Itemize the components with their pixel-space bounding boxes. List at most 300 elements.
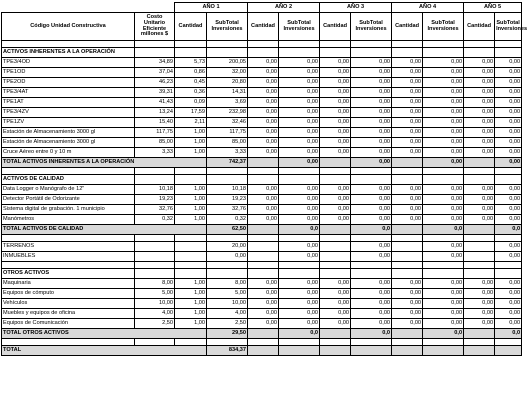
quantity-cell: 0,00 [248,98,279,108]
unit-cost: 3,33 [135,148,175,158]
total-row [2,329,522,339]
empty-cell [464,329,495,339]
subtotal-cell: 0,00 [423,299,464,309]
subtotal-cell: 0,00 [495,185,522,195]
spacer-cell [2,235,135,242]
subtotal-cell: 0,00 [423,242,464,252]
quantity-cell [175,252,207,262]
quantity-cell [392,252,423,262]
subtotal-cell: 0,00 [423,108,464,118]
quantity-cell: 0,00 [392,58,423,68]
table-row [2,88,522,98]
subtotal-cell: 0,00 [351,242,392,252]
row-name: Manómetros [2,215,135,225]
quantity-cell [175,242,207,252]
unit-cost: 10,00 [135,299,175,309]
empty-cell [464,346,495,356]
subtotal-cell: 0,00 [279,108,320,118]
spacer-cell [2,41,135,48]
table-body [2,41,522,356]
subtotal-cell: 8,00 [207,279,248,289]
spacer-cell [248,235,279,242]
quantity-cell: 0,00 [464,309,495,319]
subtotal-cell: 0,00 [351,205,392,215]
total-label: TOTAL OTROS ACTIVOS [2,329,207,339]
quantity-cell: 0,00 [320,68,351,78]
quantity-cell: 0,00 [248,148,279,158]
empty-cell [248,225,279,235]
unit-cost: 13,24 [135,108,175,118]
grand-total-value: 834,37 [207,346,248,356]
empty-cell [392,346,423,356]
quantity-cell [464,242,495,252]
total-year-4: 0,0 [423,225,464,235]
empty-cell [351,269,392,279]
quantity-cell: 0,00 [392,309,423,319]
empty-cell [248,269,279,279]
subtotal-cell: 0,00 [351,88,392,98]
subtotal-cell: 0,00 [423,215,464,225]
subtotal-cell: 0,00 [423,138,464,148]
spacer-cell [423,168,464,175]
spacer-cell [248,41,279,48]
subtotal-cell: 0,00 [279,319,320,329]
table-row [2,148,522,158]
subtotal-cell: 117,75 [207,128,248,138]
subtotal-cell: 0,32 [207,215,248,225]
subtotal-cell: 0,00 [495,148,522,158]
spacer-cell [495,339,522,346]
subtotal-cell: 0,00 [351,319,392,329]
spacer-cell [464,168,495,175]
unit-cost: 0,32 [135,215,175,225]
total-label: TOTAL ACTIVOS INHERENTES A LA OPERACIÓN [2,158,207,168]
subtotal-cell: 0,00 [279,289,320,299]
quantity-cell: 2,11 [175,118,207,128]
quantity-cell: 0,00 [248,58,279,68]
subtotal-cell: 32,46 [207,118,248,128]
table-row [2,118,522,128]
empty-cell [320,225,351,235]
quantity-cell: 0,00 [320,98,351,108]
empty-cell [495,175,522,185]
quantity-cell: 0,00 [248,118,279,128]
total-row [2,225,522,235]
spacer-cell [279,262,320,269]
empty-cell [423,346,464,356]
spacer-cell [279,339,320,346]
empty-cell [320,175,351,185]
quantity-cell: 0,00 [464,279,495,289]
quantity-cell: 0,00 [464,289,495,299]
unit-cost: 46,23 [135,78,175,88]
quantity-cell: 0,00 [392,205,423,215]
spacer-cell [135,41,175,48]
subtotal-cell: 0,00 [423,309,464,319]
unit-cost: 4,00 [135,309,175,319]
row-name: Muebles y equipos de oficina [2,309,135,319]
subtotal-header: SubTotal Inversiones [423,13,464,41]
total-year-5: 0,0 [495,329,522,339]
subtotal-cell: 0,00 [351,148,392,158]
year-2-header: AÑO 2 [248,3,320,13]
quantity-cell: 0,00 [464,98,495,108]
quantity-cell: 0,00 [464,319,495,329]
quantity-cell: 0,45 [175,78,207,88]
quantity-cell: 0,36 [175,88,207,98]
unit-cost: 5,00 [135,289,175,299]
subtotal-cell: 0,00 [423,68,464,78]
table-row [2,78,522,88]
quantity-cell: 0,00 [248,68,279,78]
quantity-cell: 0,00 [464,118,495,128]
unit-cost [135,252,175,262]
table-row [2,215,522,225]
quantity-cell: 1,00 [175,185,207,195]
row-name: TPE2OD [2,78,135,88]
empty-cell [464,225,495,235]
row-name: TPE3/4OD [2,58,135,68]
quantity-cell: 0,00 [464,185,495,195]
subtotal-cell: 14,31 [207,88,248,98]
empty-cell [351,48,392,58]
spacer-cell [351,339,392,346]
subtotal-cell: 0,00 [279,98,320,108]
spacer-cell [175,339,207,346]
total-year-1: 742,37 [207,158,248,168]
total-year-4: 0,0 [423,329,464,339]
quantity-cell: 1,00 [175,128,207,138]
quantity-cell: 0,00 [392,108,423,118]
qty-header: Cantidad [175,13,207,41]
subtotal-cell: 0,00 [351,78,392,88]
quantity-cell: 0,00 [392,68,423,78]
quantity-cell: 0,00 [392,88,423,98]
quantity-cell: 0,00 [248,78,279,88]
quantity-cell: 0,00 [464,108,495,118]
empty-cell [279,48,320,58]
subtotal-cell: 0,00 [279,215,320,225]
quantity-cell: 1,00 [175,299,207,309]
table-row [2,108,522,118]
quantity-cell: 0,00 [464,88,495,98]
qty-header: Cantidad [392,13,423,41]
subtotal-cell: 0,00 [423,195,464,205]
subtotal-cell: 0,00 [495,289,522,299]
quantity-cell: 0,00 [320,319,351,329]
total-year-2: 0,00 [279,158,320,168]
unit-cost: 32,76 [135,205,175,215]
subtotal-cell: 0,00 [423,58,464,68]
total-label: TOTAL ACTIVOS DE CALIDAD [2,225,207,235]
subtotal-cell: 0,00 [279,128,320,138]
table-row [2,242,522,252]
empty-cell [423,48,464,58]
quantity-cell [248,252,279,262]
quantity-cell: 1,00 [175,309,207,319]
subtotal-cell: 0,00 [495,195,522,205]
subtotal-cell: 32,00 [207,68,248,78]
quantity-cell [320,242,351,252]
quantity-cell: 0,00 [320,78,351,88]
table-row [2,98,522,108]
subtotal-cell: 0,00 [423,185,464,195]
empty-cell [207,269,248,279]
empty-cell [495,48,522,58]
spacer-cell [320,168,351,175]
quantity-cell: 17,59 [175,108,207,118]
subtotal-cell: 0,00 [351,185,392,195]
table-row [2,279,522,289]
subtotal-cell: 85,00 [207,138,248,148]
subtotal-cell: 0,00 [351,215,392,225]
empty-cell [320,346,351,356]
spacer-cell [351,262,392,269]
year-3-header: AÑO 3 [320,3,392,13]
spacer-cell [351,41,392,48]
empty-cell [320,269,351,279]
subtotal-cell: 0,00 [351,252,392,262]
subtotal-cell: 0,00 [495,58,522,68]
empty-cell [248,329,279,339]
row-name: TPE1OD [2,68,135,78]
empty-cell [320,329,351,339]
quantity-cell: 0,00 [320,309,351,319]
spacer-cell [423,339,464,346]
empty-cell [464,158,495,168]
empty-cell [207,48,248,58]
subtotal-cell: 0,00 [495,78,522,88]
empty-cell [248,158,279,168]
quantity-cell: 1,00 [175,279,207,289]
spacer-cell [207,41,248,48]
quantity-cell: 0,00 [464,148,495,158]
subtotal-header: SubTotal Inversiones [495,13,522,41]
subtotal-cell: 0,00 [495,215,522,225]
quantity-cell: 0,00 [248,309,279,319]
row-name: Data Logger o Manógrafo de 12" [2,185,135,195]
section-title: ACTIVOS INHERENTES A LA OPERACIÓN [2,48,135,58]
quantity-cell: 0,00 [464,78,495,88]
spacer-cell [495,262,522,269]
total-year-5: 0,00 [495,158,522,168]
subtotal-cell: 0,00 [279,78,320,88]
quantity-cell: 0,00 [392,279,423,289]
quantity-cell: 0,00 [464,215,495,225]
empty-cell [175,269,207,279]
total-year-1: 29,50 [207,329,248,339]
spacer-cell [392,262,423,269]
quantity-cell: 0,00 [248,215,279,225]
total-year-2: 0,0 [279,329,320,339]
total-year-4: 0,00 [423,158,464,168]
quantity-cell: 0,00 [320,88,351,98]
table-row [2,128,522,138]
spacer-cell [207,339,248,346]
subtotal-cell: 0,00 [279,299,320,309]
subtotal-cell: 0,00 [495,309,522,319]
empty-cell [392,175,423,185]
header-spacer [2,3,175,13]
spacer-row [2,339,522,346]
empty-cell [392,48,423,58]
quantity-cell: 0,00 [464,138,495,148]
qty-header: Cantidad [464,13,495,41]
spacer-cell [207,262,248,269]
empty-cell [495,346,522,356]
subtotal-cell: 0,00 [495,128,522,138]
investment-table [1,2,527,356]
code-column-header: Código Unidad Constructiva [2,13,135,41]
empty-cell [175,48,207,58]
empty-cell [351,175,392,185]
quantity-cell: 0,00 [248,289,279,299]
total-year-1: 62,50 [207,225,248,235]
quantity-cell: 1,00 [175,319,207,329]
year-1-header: AÑO 1 [175,3,248,13]
subtotal-cell: 0,00 [423,289,464,299]
quantity-cell: 0,09 [175,98,207,108]
spacer-cell [351,235,392,242]
subtotal-cell: 0,00 [423,118,464,128]
table-row [2,68,522,78]
quantity-cell: 0,00 [320,299,351,309]
subtotal-cell: 0,00 [495,88,522,98]
empty-cell [279,175,320,185]
quantity-cell: 0,00 [320,108,351,118]
quantity-cell: 0,00 [392,299,423,309]
empty-cell [351,346,392,356]
total-year-5: 0,0 [495,225,522,235]
section-title-row [2,175,522,185]
spacer-cell [135,168,175,175]
total-year-3: 0,0 [351,329,392,339]
quantity-cell: 0,00 [320,279,351,289]
section-title-row [2,269,522,279]
empty-cell [464,269,495,279]
quantity-cell: 0,00 [248,185,279,195]
subtotal-cell: 19,23 [207,195,248,205]
quantity-cell: 0,00 [392,128,423,138]
grand-total-label: TOTAL [2,346,207,356]
total-row [2,158,522,168]
table-row [2,138,522,148]
spacer-cell [320,262,351,269]
section-title: ACTIVOS DE CALIDAD [2,175,135,185]
subtotal-cell: 0,00 [351,98,392,108]
qty-header: Cantidad [320,13,351,41]
spacer-cell [135,235,175,242]
quantity-cell: 0,00 [392,78,423,88]
quantity-cell: 0,00 [392,195,423,205]
subtotal-cell: 0,00 [279,138,320,148]
spacer-cell [495,168,522,175]
quantity-cell: 0,00 [320,118,351,128]
subtotal-cell: 0,00 [351,108,392,118]
subtotal-cell: 0,00 [423,205,464,215]
spacer-cell [392,41,423,48]
cost-column-header: Costo Unitario Eficiente millones $ [135,13,175,41]
unit-cost: 39,31 [135,88,175,98]
spacer-cell [495,235,522,242]
empty-cell [392,269,423,279]
row-name: Maquinaria [2,279,135,289]
table-row [2,185,522,195]
quantity-cell: 1,00 [175,289,207,299]
subtotal-cell: 0,00 [495,68,522,78]
empty-cell [248,346,279,356]
empty-cell [248,175,279,185]
subtotal-cell: 10,00 [207,299,248,309]
spacer-cell [464,339,495,346]
subtotal-cell: 0,00 [423,128,464,138]
spacer-row [2,262,522,269]
unit-cost: 34,89 [135,58,175,68]
empty-cell [392,225,423,235]
spacer-cell [464,262,495,269]
subtotal-cell: 0,00 [423,148,464,158]
subtotal-cell: 5,00 [207,289,248,299]
subtotal-cell: 20,00 [207,242,248,252]
empty-cell [207,175,248,185]
subtotal-cell: 10,18 [207,185,248,195]
subtotal-cell: 0,00 [351,299,392,309]
empty-cell [135,48,175,58]
row-name: TPE3/4AT [2,88,135,98]
spacer-cell [207,235,248,242]
subtotal-cell: 0,00 [279,195,320,205]
subtotal-header: SubTotal Inversiones [351,13,392,41]
spacer-cell [279,235,320,242]
subtotal-cell: 0,00 [423,319,464,329]
quantity-cell: 0,00 [392,289,423,299]
quantity-cell: 0,00 [464,299,495,309]
table-row [2,319,522,329]
table-row [2,252,522,262]
spacer-cell [175,262,207,269]
quantity-cell: 0,00 [320,58,351,68]
subtotal-cell: 0,00 [495,118,522,128]
subtotal-cell: 0,00 [279,242,320,252]
spacer-cell [2,262,135,269]
quantity-cell: 0,00 [464,68,495,78]
row-name: TPE3/4ZV [2,108,135,118]
unit-cost: 117,75 [135,128,175,138]
quantity-cell: 1,00 [175,195,207,205]
empty-cell [392,329,423,339]
row-name: Detector Portátil de Odorizante [2,195,135,205]
spacer-cell [423,262,464,269]
spacer-row [2,41,522,48]
subtotal-header: SubTotal Inversiones [207,13,248,41]
spacer-cell [351,168,392,175]
subtotal-cell: 0,00 [495,205,522,215]
table-row [2,205,522,215]
empty-cell [320,48,351,58]
subtotal-cell: 0,00 [351,195,392,205]
subtotal-cell: 0,00 [279,118,320,128]
spacer-cell [248,168,279,175]
subtotal-cell: 0,00 [279,309,320,319]
subtotal-header: SubTotal Inversiones [279,13,320,41]
subtotal-cell: 0,00 [279,88,320,98]
spacer-cell [320,339,351,346]
subtotal-cell: 0,00 [279,58,320,68]
quantity-cell [320,252,351,262]
subtotal-cell: 0,00 [351,68,392,78]
empty-cell [464,48,495,58]
spacer-cell [207,168,248,175]
